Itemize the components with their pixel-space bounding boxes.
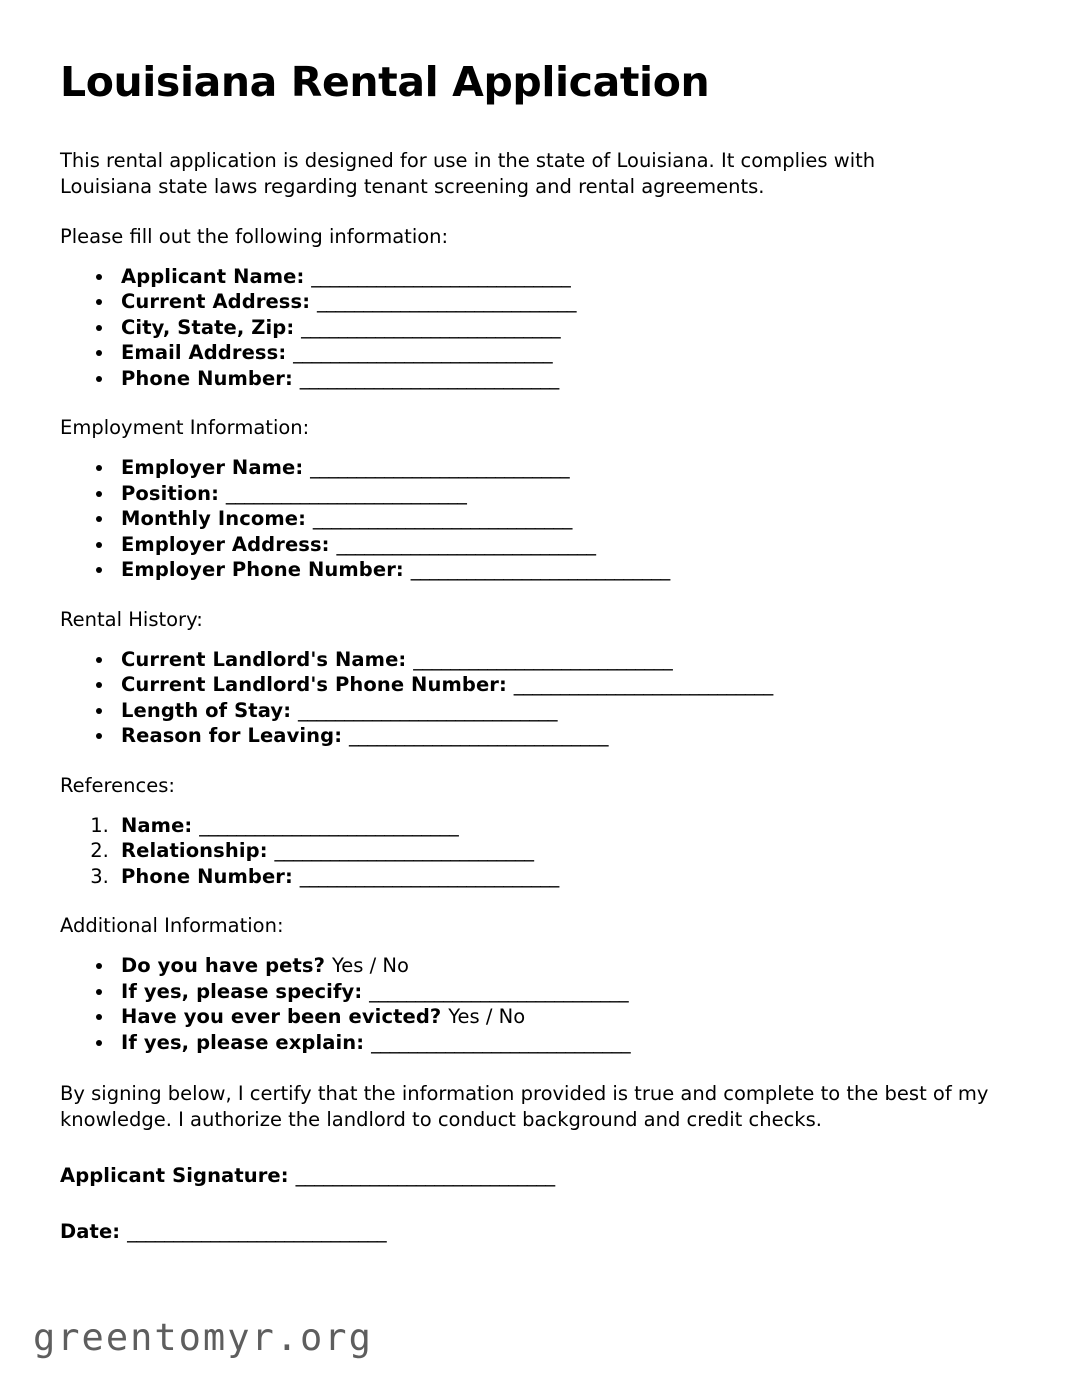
list-item [115, 672, 1015, 698]
field-label: If yes, please explain: [121, 1030, 372, 1054]
field-label: Current Landlord's Phone Number: [121, 673, 514, 697]
field-blank[interactable]: ____________________________ [301, 315, 561, 339]
applicant-signature-row [60, 1163, 1015, 1189]
field-blank[interactable]: ____________________________ [274, 839, 534, 863]
field-blank[interactable]: ____________________________ [199, 813, 459, 837]
field-label: Have you ever been evicted? [121, 1005, 449, 1029]
fill-out-prompt: Please fill out the following information: [60, 224, 449, 248]
field-label: Current Address: [121, 290, 317, 314]
field-label: Monthly Income: [121, 507, 313, 531]
applicant-signature-label: Applicant Signature: [60, 1164, 296, 1188]
field-label: If yes, please specify: [121, 979, 370, 1003]
field-blank[interactable]: ____________________________ [317, 290, 576, 314]
list-item [115, 1004, 1015, 1030]
list-item [115, 289, 1015, 315]
field-blank[interactable]: ____________________________ [312, 507, 572, 531]
list-item [115, 455, 1015, 481]
document-content [60, 60, 1015, 1245]
field-label: Applicant Name: [121, 264, 312, 288]
list-item [115, 647, 1015, 673]
field-label: Phone Number: [121, 366, 300, 390]
list-item [115, 864, 1015, 890]
field-label: Position: [121, 481, 226, 505]
field-blank[interactable]: ____________________________ [369, 979, 629, 1003]
list-item [115, 979, 1015, 1005]
list-item [115, 557, 1015, 583]
field-label: Do you have pets? [121, 954, 332, 978]
field-label: Employer Address: [121, 532, 337, 556]
field-blank[interactable]: ____________________________ [349, 724, 608, 748]
list-item [115, 838, 1015, 864]
field-blank[interactable]: ____________________________ [293, 341, 553, 365]
employment-section-heading: Employment Information: [60, 416, 310, 440]
list-item [115, 506, 1015, 532]
list-item [115, 532, 1015, 558]
field-label: Reason for Leaving: [121, 724, 349, 748]
list-item [115, 1030, 1015, 1056]
field-blank[interactable]: ____________________________ [310, 456, 570, 480]
field-label: Name: [121, 813, 200, 837]
field-label: Current Landlord's Name: [121, 647, 414, 671]
employment-info-list [60, 455, 1015, 583]
additional-info-section-heading: Additional Information: [60, 914, 284, 938]
list-item [115, 953, 1015, 979]
field-blank[interactable]: ____________________________ [336, 532, 596, 556]
references-list [60, 813, 1015, 890]
list-item [115, 340, 1015, 366]
list-item [115, 813, 1015, 839]
field-blank[interactable]: ____________________________ [311, 264, 571, 288]
field-label: Employer Phone Number: [121, 558, 411, 582]
field-blank[interactable]: ____________________________ [513, 673, 773, 697]
list-item [115, 481, 1015, 507]
field-label: Email Address: [121, 341, 294, 365]
rental-history-list [60, 647, 1015, 749]
field-label: Phone Number: [121, 864, 300, 888]
list-item [115, 264, 1015, 290]
field-blank[interactable]: ____________________________ [299, 366, 559, 390]
list-item [115, 698, 1015, 724]
date-label: Date: [60, 1220, 128, 1244]
list-item [115, 366, 1015, 392]
field-blank[interactable]: ____________________________ [410, 558, 670, 582]
applicant-info-list [60, 264, 1015, 392]
field-label: City, State, Zip: [121, 315, 302, 339]
yes-no-options[interactable]: Yes / No [448, 1005, 526, 1029]
page-title: Louisiana Rental Application [60, 58, 710, 106]
list-item [115, 315, 1015, 341]
list-item [115, 723, 1015, 749]
field-blank[interactable]: ____________________________ [371, 1030, 631, 1054]
date-row [60, 1219, 1015, 1245]
footer-watermark: greentomyr.org [33, 1316, 373, 1359]
applicant-signature-blank[interactable]: ____________________________ [295, 1164, 555, 1188]
field-label: Employer Name: [121, 456, 311, 480]
date-blank[interactable]: ____________________________ [127, 1220, 387, 1244]
field-blank[interactable]: ____________________________ [299, 864, 559, 888]
additional-info-list [60, 953, 1015, 1055]
certification-paragraph: By signing below, I certify that the information provided is true and complete to the best of my knowledge. I authorize the landlord to conduct background and credit checks. [60, 1082, 989, 1132]
field-blank[interactable]: __________________________ [225, 481, 467, 505]
field-blank[interactable]: ____________________________ [413, 647, 673, 671]
intro-paragraph: This rental application is designed for use in the state of Louisiana. It complies with Louisiana state laws regarding tenant screening and rental agreements. [60, 148, 876, 198]
rental-history-section-heading: Rental History: [60, 607, 203, 631]
references-section-heading: References: [60, 773, 175, 797]
field-blank[interactable]: ____________________________ [297, 698, 557, 722]
field-label: Length of Stay: [121, 698, 298, 722]
yes-no-options[interactable]: Yes / No [331, 954, 409, 978]
field-label: Relationship: [121, 839, 275, 863]
